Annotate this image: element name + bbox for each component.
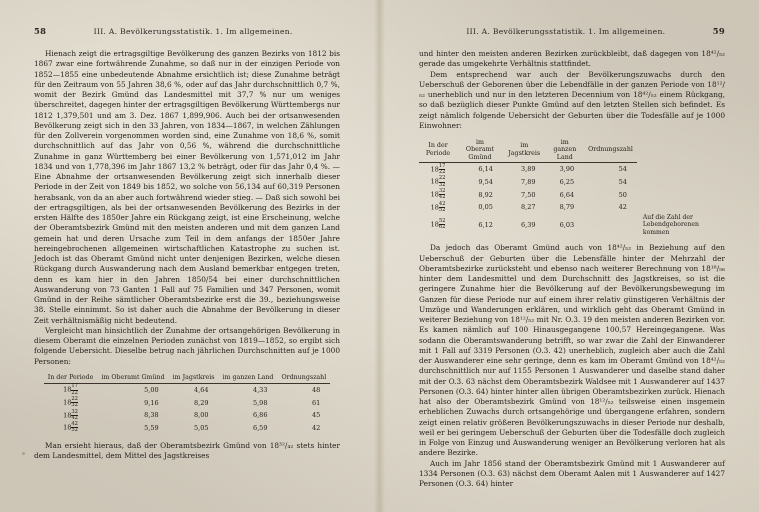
table-row: [419, 163, 725, 176]
right-page-number: 59: [712, 26, 725, 36]
cell-period: 18 $\frac{22}{32}$: [63, 395, 78, 409]
cell-rank: 45: [311, 411, 321, 420]
cell-period: 18 $\frac{42}{52}$: [430, 200, 446, 213]
cell-land: 8,79: [559, 203, 575, 212]
col-header-period: In der Periode: [44, 374, 98, 384]
cell-jagstkreis: 8,00: [194, 411, 209, 420]
table-header-row: [419, 138, 725, 163]
col-header-jagstkreis: im Jagstkreis: [503, 138, 546, 163]
cell-gmuend: 5,00: [144, 385, 159, 394]
right-paragraph-3: Da jedoch das Oberamt Gmünd auch von 18⁴²/₅₂ in Beziehung auf den Ueberschuß der Geburten über die Lebensfälle hinter der Mehrzahl der Oberamtsbezirke zurücksteht und ebenso nach weiterer Berechnung von 18¹⁸/₅₆ hinter dem Landesmittel und dem Durchschnitt des Jagstkreises, so ist die geringere Zunahme hier die Bevölkerung auf der Bevölkerungsbewegung im Ganzen für diese Periode nur auf einem ihrer relativ günstigeren Verhältnis der Umzüge und Wanderungen erklären, und wirklich geht das Oberamt Gmünd in weiterer Beziehung von 18¹²/₅₂ mit Nr. O.3. 19 den meisten anderen Bezirken vor. Es kamen nämlich auf 100 Hinausgegangene 100,57 Hereingegangene. Was sodann die Oberamtswanderung betrifft, so war zwar die Zahl der Einwanderer mit 1 Fall auf 3319 Personen (O.3. 42) unerheblich, zugleich aber auch die Zahl der Auswanderer eine sehr geringe, denn es kam im Oberamt Gmünd von 18⁴²/₅₂ durchschnittlich nur auf 1155 Personen 1 Auswanderer und daselbe stand daher mit der O.3. 63 nächst dem Oberamtsbezirk Waldsee mit 1 Auswanderer auf 1437 Personen (O.3. 64) hinter hinter allen übrigen Oberamtsbezirken zurück. Hienach hat also der Oberamtsbezirk Gmünd von 18¹²/₅₂ teilsweise einen insgemein erheblichen Zuwachs durch ortsangehörige und übergangene erfahren, sondern zeigt einen relativ größeren Bevölkerungszuwachs in dieser Periode nur deshalb, weil er bei geringem Ueberschuß der Geburten über die Todesfälle doch zugleich in Folge von Einzug und Auswanderung weniger an Bevölkerung verloren hat als andere Bezirke.: [419, 243, 725, 458]
col-header-period: In der Periode: [419, 138, 457, 163]
left-running-head: [34, 26, 340, 36]
cell-gmuend: 8,38: [144, 411, 159, 420]
cell-jagstkreis: 3,89: [521, 165, 536, 174]
col-header-land: im ganzen Land: [219, 374, 278, 384]
cell-period: 18 $\frac{17}{22}$: [430, 162, 446, 176]
cell-rank: [584, 214, 637, 237]
right-running-title: III. A. Bevölkerungsstatistik. 1. Im allgemeinen.: [466, 27, 666, 36]
cell-gmuend: 0,05: [478, 203, 493, 212]
cell-period: 18 $\frac{42}{52}$: [63, 421, 78, 434]
cell-land: 6,25: [559, 177, 575, 186]
table-row: [419, 214, 725, 237]
right-paragraph-1: und hinter den meisten anderen Bezirken zurückbleibt, daß dagegen von 18⁴²/₅₂ gerade das umgekehrte Verhältnis stattfindet.: [419, 49, 725, 69]
cell-jagstkreis: 7,50: [521, 190, 536, 199]
left-table-body: [44, 383, 331, 434]
left-running-title: III. A. Bevölkerungsstatistik. 1. Im allgemeinen.: [93, 27, 293, 36]
cell-land: 6,64: [559, 190, 575, 199]
cell-period: 18 $\frac{22}{32}$: [430, 175, 446, 188]
cell-land: 6,59: [252, 423, 268, 432]
cell-rank: 54: [618, 165, 627, 174]
cell-jagstkreis: 7,89: [521, 177, 536, 186]
paper-speck: [22, 452, 25, 455]
cell-land: 3,90: [559, 165, 575, 174]
cell-note: [637, 163, 725, 176]
col-header-jagstkreis: im Jagstkreis: [169, 374, 219, 384]
cell-gmuend: 6,12: [478, 220, 493, 229]
right-page: [385, 0, 759, 512]
right-paragraph-4: Auch im Jahr 1856 stand der Oberamtsbezirk Gmünd mit 1 Auswanderer auf 1334 Personen (O.3. 63) nächst dem Oberamt Aalen mit 1 Auswanderer auf 1427 Personen (O.3. 64) hinter: [419, 458, 725, 489]
col-header-gmuend: im Oberamt Gmünd: [97, 374, 168, 384]
right-statistics-table: [419, 138, 725, 236]
page-gutter-shadow: [374, 0, 385, 512]
left-statistics-table: [44, 374, 331, 434]
cell-gmuend: 9,16: [144, 398, 159, 407]
cell-jagstkreis: 8,29: [194, 398, 209, 407]
cell-gmuend: 5,59: [144, 423, 159, 432]
table-row: [44, 383, 331, 396]
table-header-row: [44, 374, 331, 384]
right-table-body: [419, 163, 725, 236]
cell-land: 5,98: [252, 398, 268, 407]
cell-period: 18 $\frac{32}{42}$: [63, 408, 78, 421]
cell-period: 18 $\frac{32}{42}$: [430, 187, 446, 201]
left-paragraph-2: Vergleicht man hinsichtlich der Zunahme der ortsangehörigen Bevölkerung in diesem Oberamt die einzelnen Perioden zunächst von 1819—1852, so ergibt sich folgende Uebersicht. Dieselbe betrug nach jährlichen Durchschnitten auf je 1000 Personen:: [34, 325, 340, 366]
col-header-gmuend: im Oberamt Gmünd: [457, 138, 503, 163]
table-row: [44, 396, 331, 409]
cell-note: [637, 201, 725, 214]
table-row: [44, 409, 331, 422]
table-row: [44, 422, 331, 435]
right-running-head: [419, 26, 725, 36]
cell-jagstkreis: 5,05: [194, 423, 209, 432]
cell-gmuend: 8,92: [478, 190, 493, 199]
cell-gmuend: 6,14: [478, 165, 493, 174]
col-header-land: im ganzen Land: [546, 138, 585, 163]
cell-rank: 48: [311, 385, 321, 394]
table-row: [419, 188, 725, 201]
left-page-number: 58: [34, 26, 47, 36]
left-page: [0, 0, 374, 512]
cell-period: 18 $\frac{52}{62}$: [430, 218, 446, 231]
col-header-rank: Ordnungszahl: [277, 374, 330, 384]
left-paragraph-1: Hienach zeigt die ertragsgiltige Bevölkerung des ganzen Bezirks von 1812 bis 1867 zwar eine fortwährende Zunahme, so daß nur in der einzigen Periode von 1852—1855 eine unbedeutende Abnahme ersichtlich ist; diese Zunahme beträgt für den Zeitraum von 55 Jahren 38,6 %, oder auf das Jahr durchschnittlich 0,7 %, womit der Bezirk Gmünd das Landesmittel mit 37,7 % nur um weniges überschreitet, dagegen hinter der ertragsgiltigen Bevölkerung Württembergs nur 1812 1,379,501 und am 3. Dez. 1867 1,899,906. Auch bei der ortsanwesenden Bevölkerung zeigt sich in den 33 Jahren, von 1834—1867, in welchen Zählungen für den Zollverein vorgenommen worden sind, eine Zunahme von 18,6 %, somit durchschnittlich auf das Jahr von 0,56 %, während die durchschnittliche Zunahme in ganz Württemberg bei einer Bevölkerung von 1,571,012 im Jahr 1834 und von 1,778,396 im Jahr 1867 13,2 % beträgt, oder für das Jahr 0,4 %. — Eine Abnahme der ortsanwesenden Bevölkerung zeigt sich innerhalb dieser Periode in der Zeit von 1849 bis 1852, wo solche von 56,134 auf 60,319 Personen herabsank, von da an aber auch fortwährend wieder stieg. — Daß sich sowohl bei der ertragsgiltigen, als bei der ortsanwesenden Bevölkerung des Bezirks in der ersten Hälfte des 1850er Jahre ein Rückgang zeigt, ist eine Erscheinung, welche der Oberamtsbezirk Gmünd mit den meisten anderen und mit dem ganzen Land gemein hat und deren Ursache zum Teil in dem anfangs der 1850er Jahre hereingebrochenen allgemeinen wirtschaftlichen Katastrophe zu suchen ist. Jedoch ist das Oberamt Gmünd nicht unter denjenigen Bezirken, welche diesen Rückgang durch Auswanderung nach dem Ausland bemerkbar entgegen treten, denn es kam hier in den Jahren 1850/54 bei einer durchschnittlichen Auswanderung von 73 Ganten 1 Fall auf 75 Familien und 347 Personen, womit Gmünd in der Reihe sämtlicher Oberamtsbezirke erst die 39., beziehungsweise 38. Stelle einnimmt. So ist daher auch die Abnahme der Bevölkerung in dieser Zeit verhältnismäßig nicht bedeutend.: [34, 49, 340, 325]
cell-note: [637, 176, 725, 189]
cell-note: [637, 188, 725, 201]
col-header-rank: Ordnungszahl: [584, 138, 637, 163]
cell-gmuend: 9,54: [478, 177, 493, 186]
cell-rank: 50: [618, 190, 627, 199]
left-closing-paragraph: Man ersieht hieraus, daß der Oberamtsbezirk Gmünd von 18³²/₄₂ stets hinter dem Landesmittel, dem Mittel des Jagstkreises: [34, 441, 340, 461]
cell-rank: 61: [311, 398, 321, 407]
table-row: [419, 201, 725, 214]
cell-note: Auf die Zahl der Lebendgeborenen kommen: [642, 214, 699, 236]
cell-land: 6,86: [252, 411, 268, 420]
cell-jagstkreis: 6,39: [521, 220, 536, 229]
cell-rank: 54: [618, 177, 627, 186]
right-paragraph-2: Dem entsprechend war auch der Bevölkerungszuwachs durch den Ueberschuß der Geborenen über die Lebendfälle in der ganzen Periode von 18¹²/₅₂ unerheblich und nur in den letzteren Decennium von 18⁴²/₅₂ einem Rückgang, so daß bezüglich dieser Punkte Gmünd auf den letzten Stellen sich befindet. Es zeigt nämlich folgende Uebersicht der Geburten über die Todesfälle auf je 1000 Einwohner:: [419, 69, 725, 130]
right-statistics-table-wrap: [419, 138, 725, 236]
cell-rank: 42: [311, 423, 321, 432]
left-statistics-table-wrap: [34, 374, 340, 434]
cell-rank: 42: [618, 203, 627, 212]
table-row: [419, 176, 725, 189]
cell-period: 18 $\frac{17}{22}$: [63, 383, 78, 396]
cell-jagstkreis: 4,64: [194, 385, 209, 394]
cell-land: 4,33: [252, 385, 268, 394]
cell-land: 6,03: [559, 220, 575, 229]
cell-jagstkreis: 8,27: [521, 203, 536, 212]
